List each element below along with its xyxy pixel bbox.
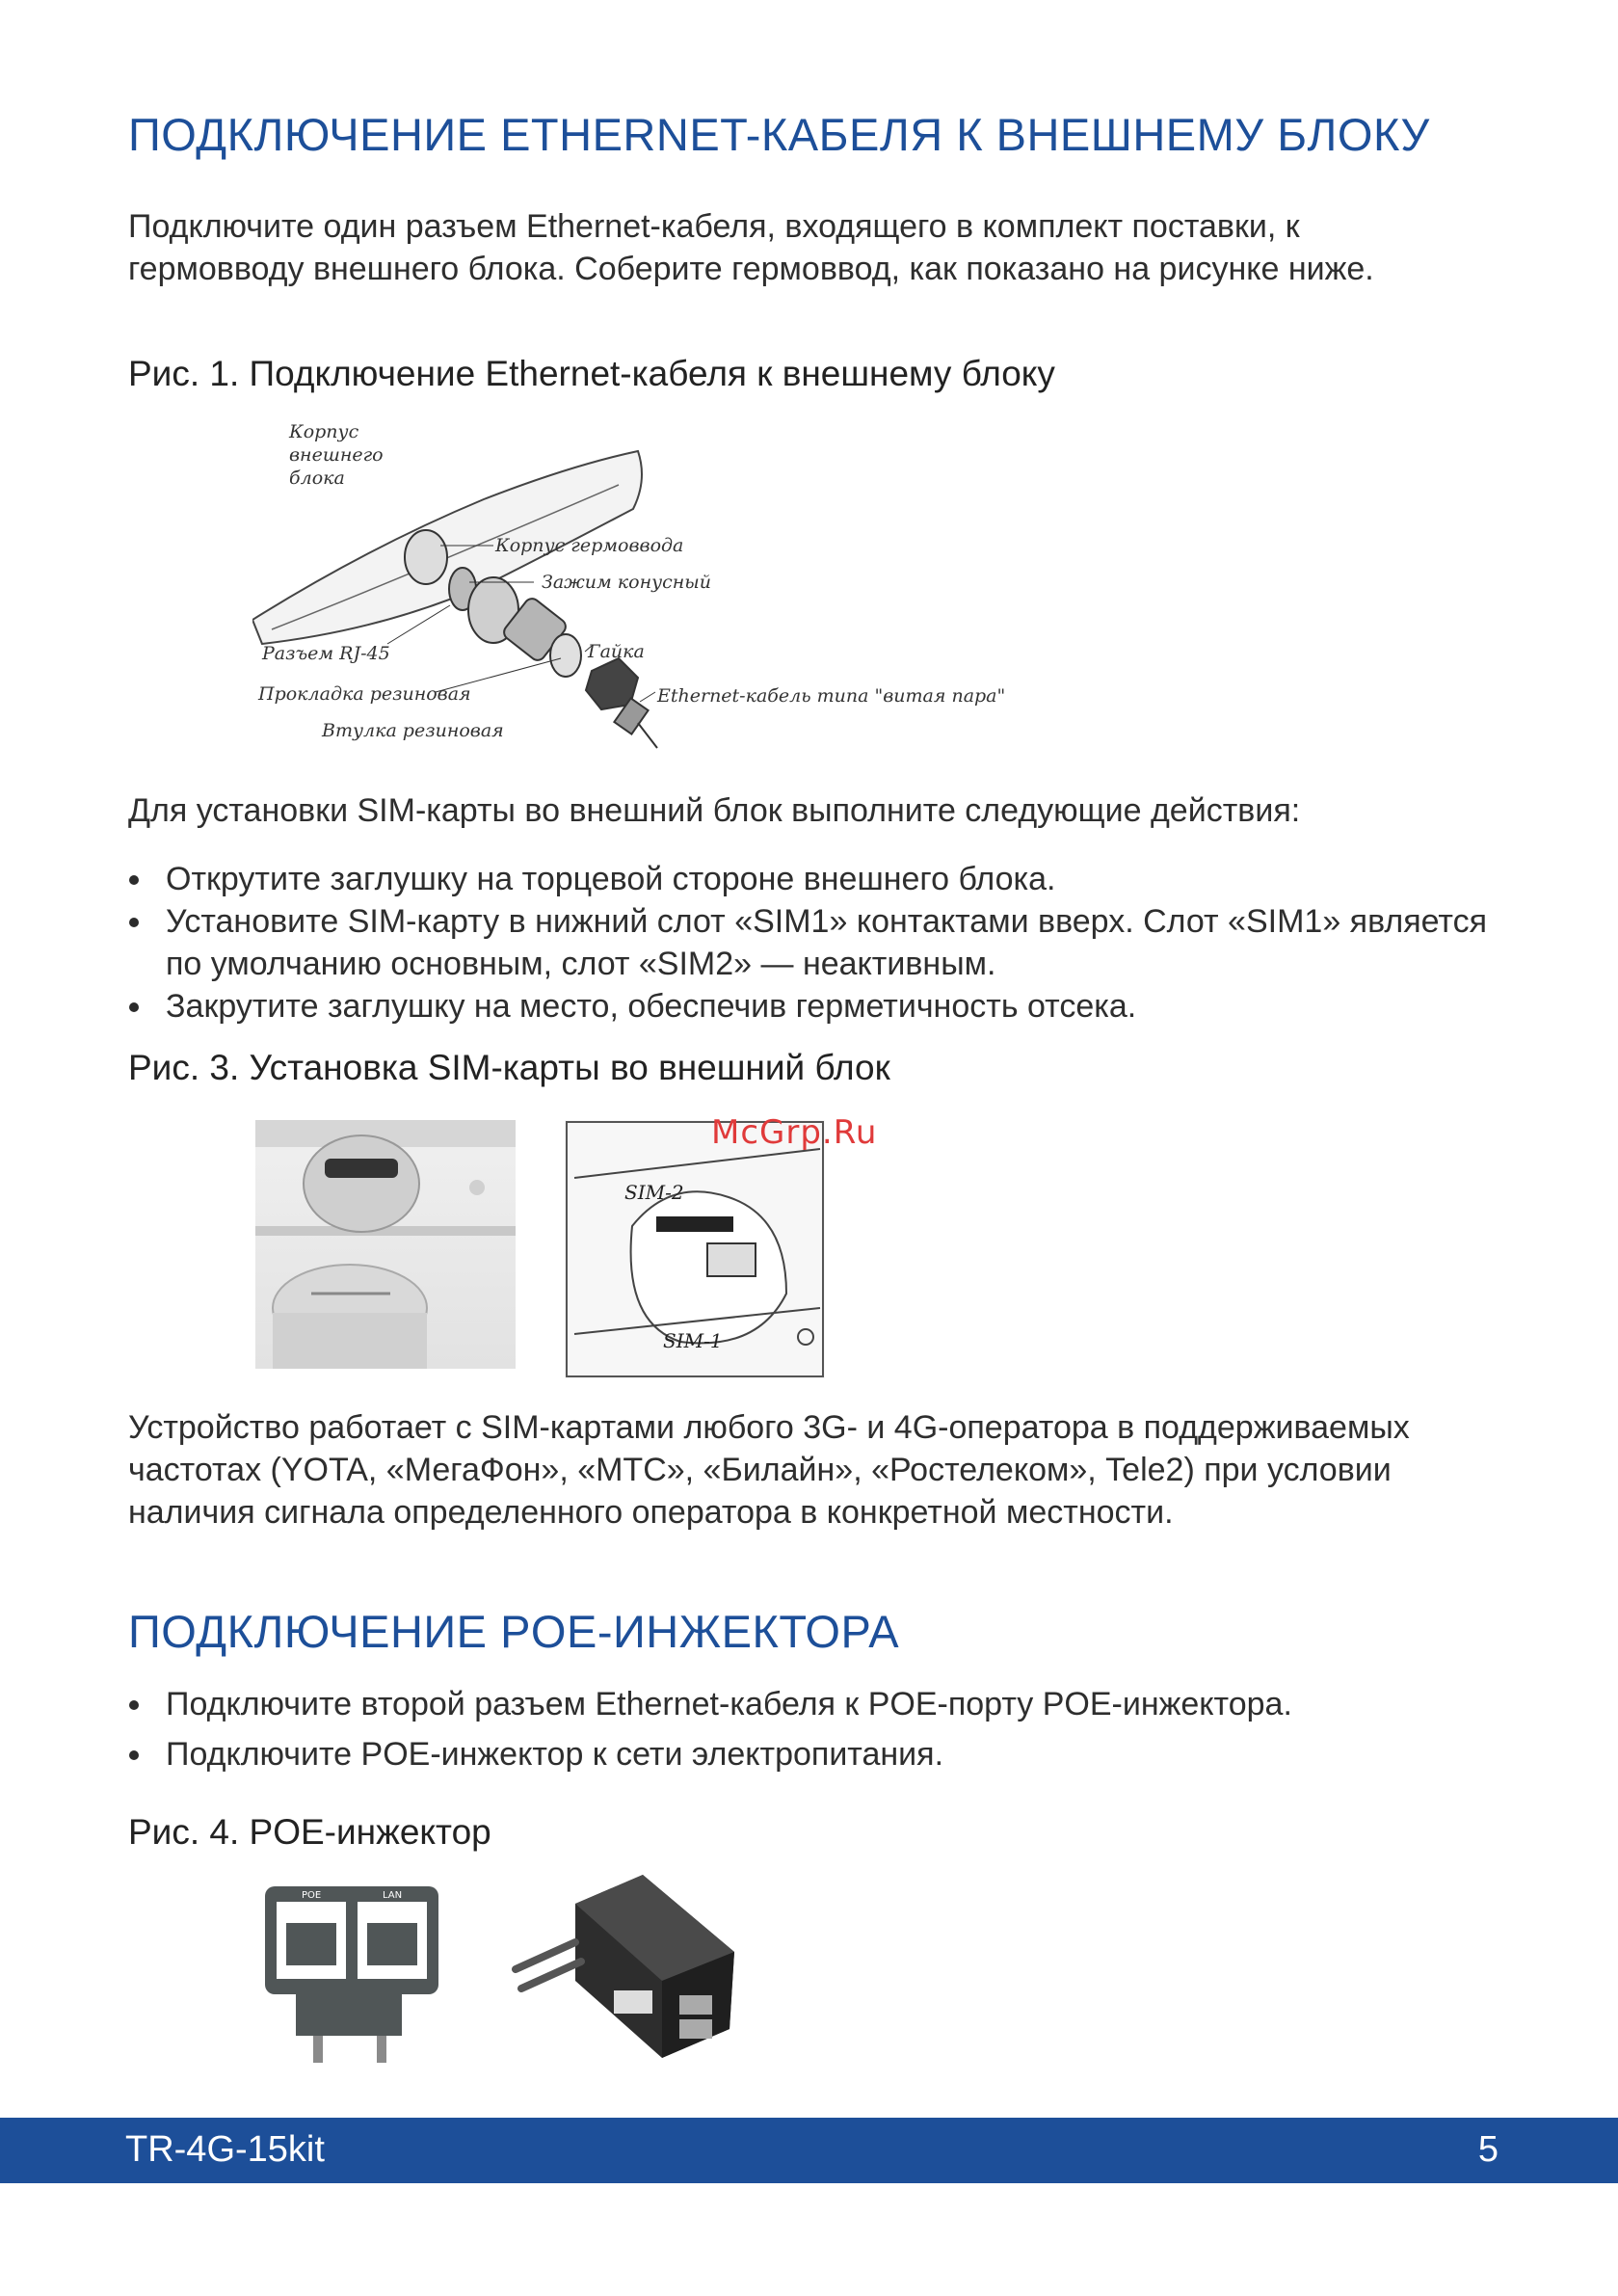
label-poe-port: POE	[302, 1890, 322, 1901]
list-item: Закрутите заглушку на место, обеспечив герметичность отсека.	[125, 985, 1494, 1028]
label-rubber-gasket: Прокладка резиновая	[258, 683, 471, 705]
figure3-plug-photo	[255, 1120, 516, 1369]
poe-steps-list	[125, 1683, 1571, 1775]
label-lan-port: LAN	[383, 1890, 403, 1901]
section-heading-poe: ПОДКЛЮЧЕНИЕ POE-ИНЖЕКТОРА	[128, 1606, 900, 1657]
figure1-diagram	[252, 413, 1062, 761]
ethernet-intro-paragraph: Подключите один разъем Ethernet-кабеля, входящего в комплект поставки, к гермовводу внешнего блока. Соберите гермоввод, как показано на рисунке ниже.	[128, 208, 1374, 287]
label-rubber-sleeve: Втулка резиновая	[322, 720, 504, 741]
figure3-sim-slots-drawing	[565, 1120, 825, 1378]
list-item: Открутите заглушку на торцевой стороне внешнего блока.	[125, 858, 1494, 900]
list-item: Подключите второй разъем Ethernet-кабеля к POE-порту POE-инжектора.	[125, 1683, 1571, 1725]
operators-note-paragraph: Устройство работает с SIM-картами любого 3G- и 4G-оператора в поддерживаемых частотах (YOTA, «МегаФон», «МТС», «Билайн», «Ростелеком», Tele2) при условии наличия сигнала определенного оператора в конкретной местности.	[128, 1409, 1410, 1531]
figure1-caption: Рис. 1. Подключение Ethernet-кабеля к внешнему блоку	[128, 354, 1055, 393]
page-footer	[0, 2118, 1618, 2183]
label-sim2: SIM-2	[624, 1181, 684, 1204]
label-housing-1: Корпус	[289, 421, 359, 442]
label-nut: Гайка	[588, 641, 645, 662]
sim-intro-paragraph: Для установки SIM-карты во внешний блок выполните следующие действия:	[128, 792, 1301, 829]
figure4-injector-photo	[508, 1875, 739, 2058]
label-housing-2: внешнего	[289, 444, 384, 466]
label-housing-3: блока	[289, 467, 345, 489]
label-gland-body: Корпус гермоввода	[495, 535, 684, 556]
label-cone-clamp: Зажим конусный	[542, 572, 711, 593]
watermark-text: McGrp.Ru	[711, 1113, 878, 1152]
section-heading-ethernet: ПОДКЛЮЧЕНИЕ ETHERNET-КАБЕЛЯ К ВНЕШНЕМУ БЛОКУ	[128, 109, 1430, 160]
label-rj45: Разъем RJ-45	[262, 643, 390, 664]
sim-steps-list	[125, 858, 1494, 1028]
label-sim1: SIM-1	[663, 1329, 723, 1352]
figure3-caption: Рис. 3. Установка SIM-карты во внешний блок	[128, 1048, 890, 1087]
list-item: Установите SIM-карту в нижний слот «SIM1» контактами вверх. Слот «SIM1» является по умолчанию основным, слот «SIM2» — неактивным.	[125, 900, 1494, 985]
label-cable: Ethernet-кабель типа "витая пара"	[657, 685, 1006, 707]
footer-model: TR-4G-15kit	[125, 2129, 325, 2170]
page-number: 5	[1477, 2129, 1499, 2170]
figure4-injector-front	[263, 1884, 441, 2063]
list-item: Подключите POE-инжектор к сети электропитания.	[125, 1733, 1571, 1775]
figure4-caption: Рис. 4. POE-инжектор	[128, 1812, 491, 1852]
